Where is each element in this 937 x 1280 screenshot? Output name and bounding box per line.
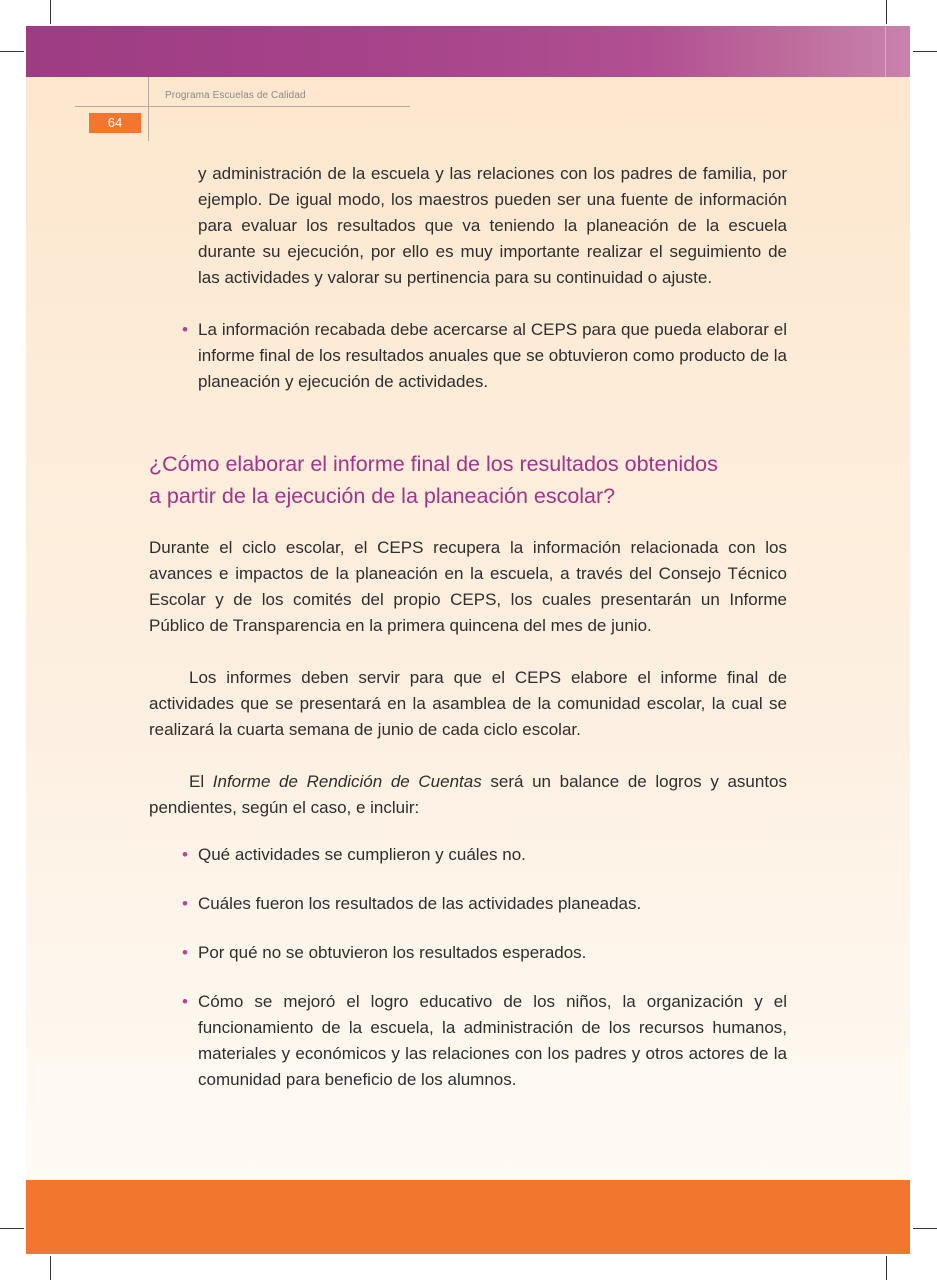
crop-mark: [913, 51, 937, 52]
paragraph-2: Los informes deben servir para que el CEPS elabore el informe final de actividades que se presentará en la asamblea de la comunidad escolar, la cual se realizará la cuarta semana de junio de cada ciclo escolar.: [149, 668, 787, 739]
bottom-color-band: [26, 1180, 910, 1254]
bullet-list-top: [149, 317, 787, 395]
running-title: Programa Escuelas de Calidad: [165, 90, 306, 101]
list-item: [149, 940, 787, 966]
list-item: [149, 317, 787, 395]
list-item: [149, 891, 787, 917]
bullet-marker: •: [182, 943, 188, 962]
section-heading-line-2: a partir de la ejecución de la planeación escolar?: [149, 484, 616, 508]
list-item-text: Por qué no se obtuvieron los resultados esperados.: [198, 943, 587, 962]
paragraph-3-lead: El: [189, 772, 213, 791]
crop-mark: [886, 0, 887, 24]
bullet-marker: •: [182, 845, 188, 864]
continued-paragraph: y administración de la escuela y las relaciones con los padres de familia, por ejemplo. De igual modo, los maestros pueden ser una fuente de información para evaluar los resultados que va teniendo la planeación de la escuela durante su ejecución, por ello es muy importante realizar el seguimiento de las actividades y valorar su pertinencia para su continuidad o ajuste.: [198, 164, 787, 287]
header-vertical-rule: [148, 77, 149, 141]
crop-mark: [50, 1256, 51, 1280]
crop-mark: [886, 1256, 887, 1280]
paragraph-3-italic-title: Informe de Rendición de Cuentas: [212, 772, 482, 791]
crop-mark: [0, 51, 24, 52]
band-separator: [885, 26, 886, 77]
bullet-marker: •: [182, 894, 188, 913]
list-item-text: La información recabada debe acercarse al CEPS para que pueda elaborar el informe final de los resultados anuales que se obtuvieron como producto de la planeación y ejecución de actividades.: [198, 320, 787, 391]
section-heading: [149, 448, 787, 512]
crop-mark: [50, 0, 51, 24]
crop-mark: [0, 1228, 24, 1229]
top-color-band: [26, 26, 910, 77]
list-item-text: Cómo se mejoró el logro educativo de los niños, la organización y el funcionamiento de la escuela, la administración de los recursos humanos, materiales y económicos y las relaciones con los padres y otros actores de la comunidad para beneficio de los alumnos.: [198, 992, 787, 1089]
bullet-marker: •: [182, 320, 188, 339]
section-heading-line-1: ¿Cómo elaborar el informe final de los resultados obtenidos: [149, 452, 718, 476]
list-item: [149, 842, 787, 868]
list-item-text: Cuáles fueron los resultados de las actividades planeadas.: [198, 894, 642, 913]
paragraph-3-rest: será un balance de logros y asuntos pendientes, según el caso, e incluir:: [149, 772, 788, 817]
list-item: [149, 989, 787, 1093]
crop-mark: [913, 1228, 937, 1229]
page-number: 64: [89, 113, 141, 133]
paragraph-3: [149, 769, 787, 821]
list-item-text: Qué actividades se cumplieron y cuáles no.: [198, 845, 526, 864]
header-rule: [75, 106, 410, 107]
bullet-marker: •: [182, 992, 188, 1011]
paragraph-1: Durante el ciclo escolar, el CEPS recupera la información relacionada con los avances e impactos de la planeación en la escuela, a través del Consejo Técnico Escolar y de los comités del propio CEPS, los cuales presentarán un Informe Público de Transparencia en la primera quincena del mes de junio.: [149, 538, 787, 635]
body-text: [149, 144, 787, 1093]
bullet-list-report: [149, 842, 787, 1093]
